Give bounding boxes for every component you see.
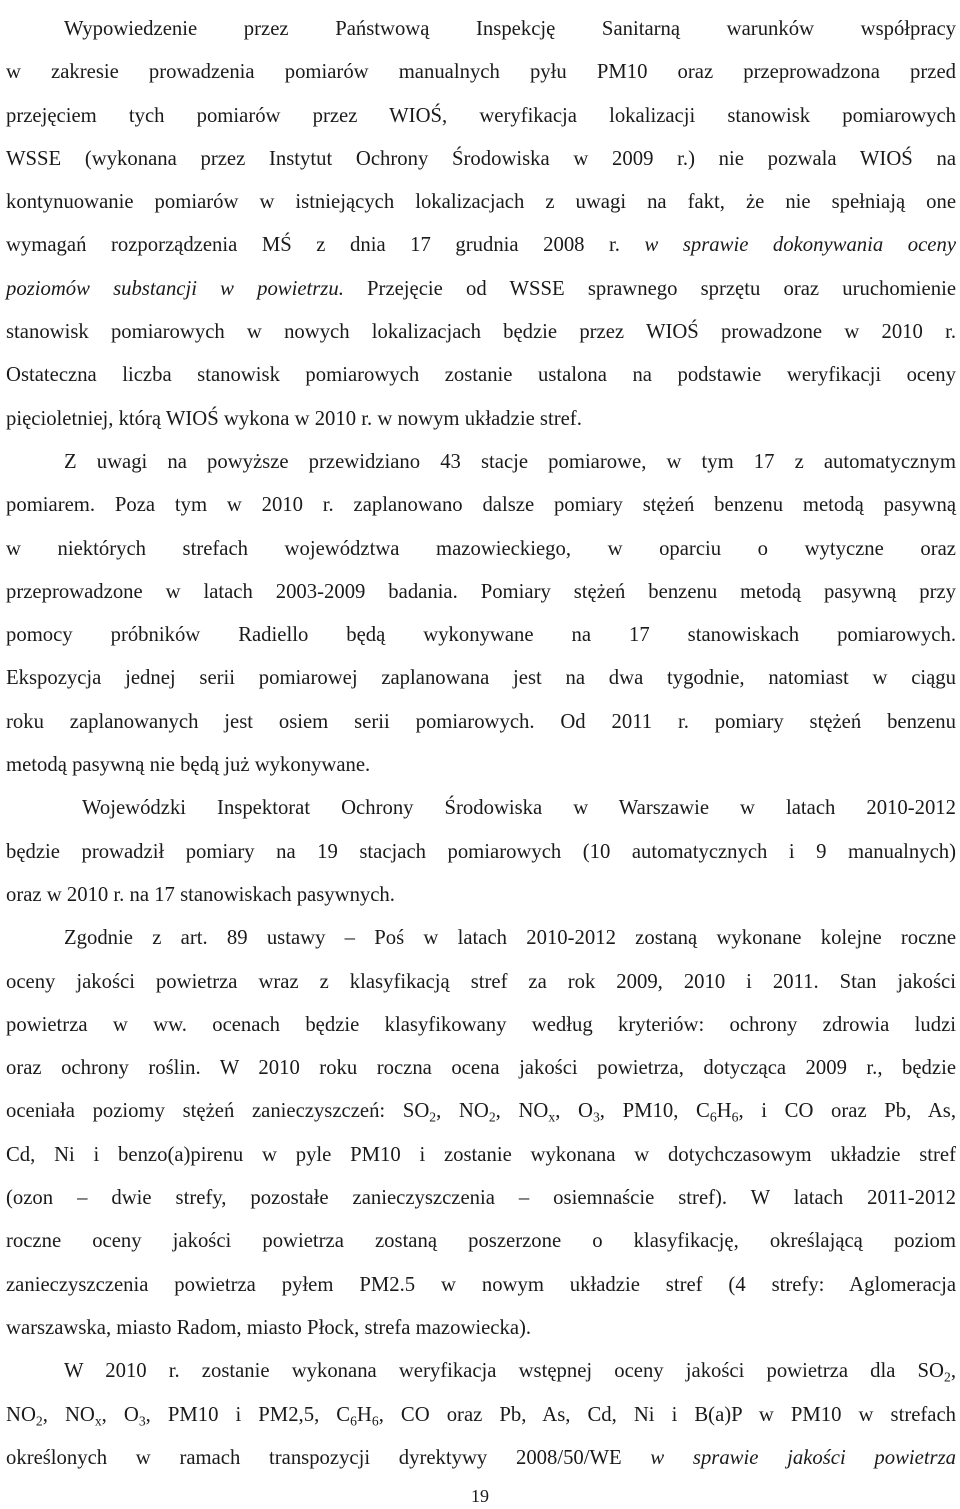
text-line: Z uwagi na powyższe przewidziano 43 stacje pomiarowe, w tym 17 z automatycznym bbox=[64, 450, 956, 473]
text-run: , PM10 i PM2,5, C bbox=[145, 1403, 351, 1426]
text-line: zanieczyszczenia powietrza pyłem PM2.5 w nowym układzie stref (4 strefy: Aglomeracja bbox=[6, 1273, 956, 1296]
subscript: 2 bbox=[488, 1109, 496, 1125]
page-number: 19 bbox=[471, 1486, 489, 1506]
text-line: Wojewódzki Inspektorat Ochrony Środowiska w Warszawie w latach 2010-2012 bbox=[82, 797, 956, 820]
text-run: W 2010 r. zostanie wykonana weryfikacja wstępnej oceny jakości powietrza dla SO bbox=[64, 1360, 944, 1383]
text-line: kontynuowanie pomiarów w istniejących lokalizacjach z uwagi na fakt, że nie spełniają one bbox=[6, 191, 956, 214]
text-line: przejęciem tych pomiarów przez WIOŚ, weryfikacja lokalizacji stanowisk pomiarowych bbox=[6, 104, 956, 127]
text-line: przeprowadzone w latach 2003-2009 badania. Pomiary stężeń benzenu metodą pasywną przy bbox=[6, 580, 956, 603]
directive-title-italic: w sprawie jakości powietrza bbox=[650, 1446, 957, 1469]
text-line: oraz ochrony roślin. W 2010 roku roczna ocena jakości powietrza, dotycząca 2009 r., będzie bbox=[6, 1057, 956, 1080]
text-run: NO bbox=[6, 1403, 36, 1426]
subscript: 3 bbox=[592, 1109, 600, 1125]
text-line bbox=[6, 1090, 956, 1133]
text-run: , NO bbox=[42, 1403, 95, 1426]
text-line: roczne oceny jakości powietrza zostaną poszerzone o klasyfikację, określającą poziom bbox=[6, 1230, 956, 1253]
text-line bbox=[6, 224, 956, 267]
regulation-title-italic: w sprawie dokonywania oceny bbox=[644, 234, 957, 257]
paragraph-inspection-cooperation bbox=[6, 8, 956, 441]
text-line: warszawska, miasto Radom, miasto Płock, strefa mazowiecka). bbox=[6, 1316, 532, 1339]
subscript: 2 bbox=[429, 1109, 437, 1125]
subscript: 3 bbox=[138, 1412, 146, 1428]
subscript: 6 bbox=[350, 1412, 357, 1428]
text-run: , O bbox=[101, 1403, 139, 1426]
text-line: powietrza w ww. ocenach będzie klasyfikowany według kryteriów: ochrony zdrowia ludzi bbox=[6, 1013, 956, 1036]
text-line: (ozon – dwie strefy, pozostałe zanieczyszczenia – osiemnaście stref). W latach 2011-2012 bbox=[6, 1187, 956, 1210]
text-line: Zgodnie z art. 89 ustawy – Poś w latach 2010-2012 zostaną wykonane kolejne roczne bbox=[64, 927, 956, 950]
text-line: Ekspozycja jednej serii pomiarowej zaplanowana jest na dwa tygodnie, natomiast w ciągu bbox=[6, 667, 956, 690]
subscript: 6 bbox=[709, 1109, 717, 1125]
text-line: oceny jakości powietrza wraz z klasyfikacją stref za rok 2009, 2010 i 2011. Stan jakości bbox=[6, 970, 956, 993]
text-line bbox=[6, 1437, 956, 1480]
text-line: Wypowiedzenie przez Państwową Inspekcję Sanitarną warunków współpracy bbox=[64, 18, 956, 40]
subscript: 6 bbox=[371, 1412, 379, 1428]
body-text bbox=[6, 8, 956, 1480]
paragraph-inspectorate-plans bbox=[6, 787, 956, 917]
text-run: , NO bbox=[495, 1100, 549, 1123]
subscript: x bbox=[94, 1412, 102, 1428]
text-run: wymagań rozporządzenia MŚ z dnia 17 grudnia 2008 r. bbox=[6, 234, 620, 257]
text-run: , bbox=[950, 1360, 956, 1383]
text-line: roku zaplanowanych jest osiem serii pomiarowych. Od 2011 r. pomiary stężeń benzenu bbox=[6, 710, 956, 733]
text-run: , i CO oraz Pb, As, bbox=[738, 1100, 956, 1123]
text-run: H bbox=[716, 1100, 732, 1123]
text-line: WSSE (wykonana przez Instytut Ochrony Środowiska w 2009 r.) nie pozwala WIOŚ na bbox=[6, 147, 956, 170]
text-line: metodą pasywną nie będą już wykonywane. bbox=[6, 754, 371, 777]
text-line: pomocy próbników Radiello będą wykonywane na 17 stanowiskach pomiarowych. bbox=[6, 624, 956, 647]
text-run: H bbox=[356, 1403, 372, 1426]
text-run: , O bbox=[555, 1100, 593, 1123]
subscript: 2 bbox=[944, 1369, 951, 1385]
text-line bbox=[6, 1350, 956, 1393]
paragraph-measurement-stations bbox=[6, 441, 956, 787]
paragraph-annual-assessments bbox=[6, 917, 956, 1350]
text-line: Ostateczna liczba stanowisk pomiarowych zostanie ustalona na podstawie weryfikacji oceny bbox=[6, 364, 956, 387]
text-line: pięcioletniej, którą WIOŚ wykona w 2010 r. w nowym układzie stref. bbox=[6, 407, 582, 430]
text-line bbox=[6, 268, 956, 311]
text-run: Przejęcie od WSSE sprawnego sprzętu oraz uruchomienie bbox=[367, 277, 956, 300]
text-line: w niektórych strefach województwa mazowieckiego, w oparciu o wytyczne oraz bbox=[6, 537, 956, 560]
text-line: pomiarem. Poza tym w 2010 r. zaplanowano dalsze pomiary stężeń benzenu metodą pasywną bbox=[6, 494, 956, 517]
paragraph-verification bbox=[6, 1350, 956, 1480]
subscript: 2 bbox=[35, 1412, 43, 1428]
text-line: w zakresie prowadzenia pomiarów manualnych pyłu PM10 oraz przeprowadzona przed bbox=[6, 61, 956, 84]
text-line: stanowisk pomiarowych w nowych lokalizacjach będzie przez WIOŚ prowadzone w 2010 r. bbox=[6, 321, 956, 344]
text-run: , PM10, C bbox=[599, 1100, 710, 1123]
text-run: , CO oraz Pb, As, Cd, Ni i B(a)P w PM10 w strefach bbox=[378, 1403, 956, 1426]
text-line: oraz w 2010 r. na 17 stanowiskach pasywnych. bbox=[6, 883, 395, 906]
text-line: będzie prowadził pomiary na 19 stacjach pomiarowych (10 automatycznych i 9 manualnych) bbox=[6, 840, 956, 863]
text-run: , NO bbox=[436, 1100, 489, 1123]
subscript: x bbox=[548, 1109, 556, 1125]
regulation-title-italic: poziomów substancji w powietrzu. bbox=[6, 277, 344, 300]
subscript: 6 bbox=[731, 1109, 739, 1125]
text-line bbox=[6, 1394, 956, 1437]
text-run: oceniała poziomy stężeń zanieczyszczeń: SO bbox=[6, 1100, 430, 1123]
text-line: Cd, Ni i benzo(a)pirenu w pyle PM10 i zostanie wykonana w dotychczasowym układzie stref bbox=[6, 1143, 956, 1166]
text-run: określonych w ramach transpozycji dyrektywy 2008/50/WE bbox=[6, 1446, 622, 1469]
